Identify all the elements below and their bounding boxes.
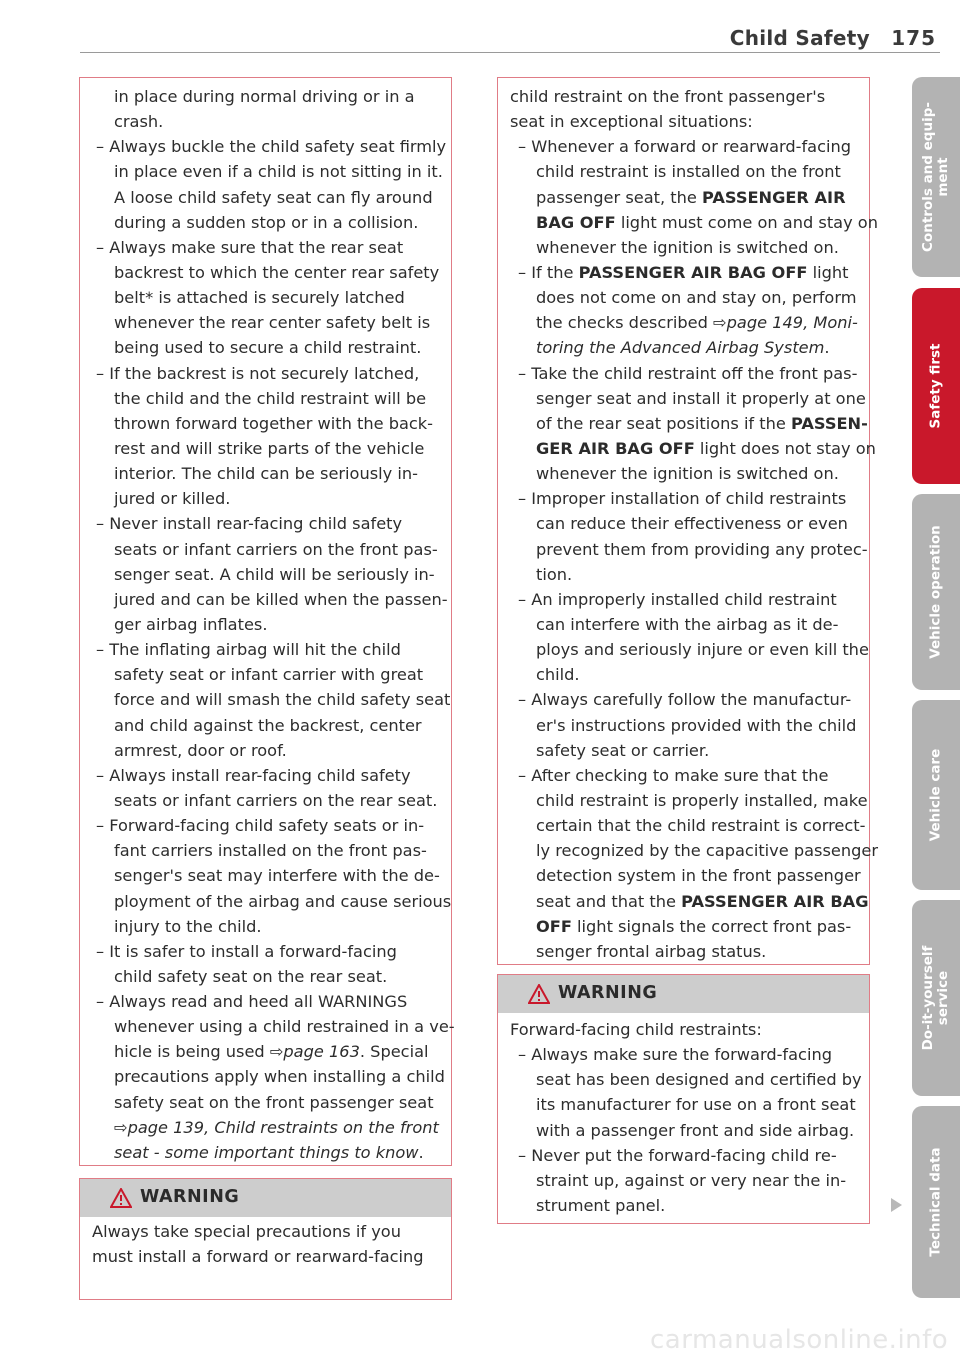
text-line: does not come on and stay on, perform	[536, 288, 857, 308]
continue-arrow-icon	[891, 1198, 902, 1212]
text-line: senger seat. A child will be seriously in-	[114, 564, 435, 584]
text-line: – Always buckle the child safety seat firmly	[96, 137, 447, 157]
text-line: – Never put the forward-facing child re-	[518, 1145, 837, 1165]
text-line: child restraint on the front passenger's	[510, 87, 826, 106]
text-line: Forward-facing child restraints:	[510, 1020, 762, 1039]
text-line: child restraint is properly installed, make	[536, 790, 868, 810]
tab-label: Technical data	[927, 1147, 944, 1257]
text-line: ploys and seriously injure or even kill the	[536, 640, 869, 660]
text-line: the checks described ⇨page 149, Moni-	[536, 313, 858, 333]
text-line: jured and can be killed when the passen-	[114, 589, 448, 609]
text-line: injury to the child.	[114, 916, 262, 936]
tab-label: Controls and equip- ment	[920, 102, 951, 252]
text-line: must install a forward or rearward-facing	[92, 1247, 424, 1267]
tab-label: Safety first	[927, 343, 944, 429]
text-line: seat in exceptional situations:	[510, 112, 753, 132]
text-line: seat and that the PASSENGER AIR BAG	[536, 891, 869, 911]
text-line: safety seat on the front passenger seat	[114, 1092, 434, 1112]
text-line: backrest to which the center rear safety	[114, 262, 440, 282]
text-line: fant carriers installed on the front pas-	[114, 841, 427, 861]
text-line: belt* is attached is securely latched	[114, 288, 405, 308]
text-line: child safety seat on the rear seat.	[114, 966, 388, 986]
text-line: – Whenever a forward or rearward-facing	[518, 137, 852, 157]
warning-header	[498, 975, 869, 1013]
text-line: being used to secure a child restraint.	[114, 338, 422, 358]
text-line: Always take special precautions if you	[92, 1222, 401, 1241]
text-line: certain that the child restraint is correct-	[536, 816, 866, 836]
text-line: – Always read and heed all WARNINGS	[96, 992, 408, 1012]
tab-label: Vehicle operation	[927, 525, 944, 659]
section-title: Child Safety	[729, 26, 870, 50]
page-header	[80, 22, 940, 53]
text-line: its manufacturer for use on a front seat	[536, 1095, 856, 1115]
text-line: strument panel.	[536, 1195, 666, 1215]
text-line: whenever the ignition is switched on.	[536, 237, 839, 257]
text-line: straint up, against or very near the in-	[536, 1170, 847, 1190]
text-line: senger frontal airbag status.	[536, 941, 767, 961]
text-line: during a sudden stop or in a collision.	[114, 212, 419, 232]
text-line: hicle is being used ⇨page 163. Special	[114, 1042, 429, 1062]
text-line: – If the PASSENGER AIR BAG OFF light	[518, 262, 849, 282]
warning-right-text	[510, 1017, 865, 1218]
text-line: crash.	[114, 112, 164, 132]
text-line: er's instructions provided with the child	[536, 715, 857, 735]
text-line: senger seat and install it properly at one	[536, 388, 866, 408]
tab-label: Vehicle care	[927, 748, 944, 842]
text-line: child restraint is installed on the front	[536, 162, 841, 182]
text-line: – An improperly installed child restraint	[518, 589, 837, 609]
text-line: – Always install rear-facing child safety	[96, 765, 411, 785]
text-line: child.	[536, 665, 580, 685]
text-line: – Always carefully follow the manufactur-	[518, 690, 852, 710]
tab-controls[interactable]	[912, 77, 960, 277]
tab-label: Do-it-yourself service	[920, 945, 951, 1051]
text-line: – Always make sure the forward-facing	[518, 1045, 832, 1065]
text-line: A loose child safety seat can fly around	[114, 187, 433, 207]
text-line: thrown forward together with the back-	[114, 413, 434, 433]
text-line: – Take the child restraint off the front pas-	[518, 363, 858, 383]
warning-title: WARNING	[140, 1187, 240, 1207]
text-line: – Always make sure that the rear seat	[96, 237, 404, 257]
text-line: tion.	[536, 564, 573, 584]
text-line: ly recognized by the capacitive passenger	[536, 841, 879, 861]
watermark: carmanualsonline.info	[650, 1325, 949, 1355]
tab-technical-data[interactable]	[912, 1106, 960, 1298]
text-line: of the rear seat positions if the PASSEN-	[536, 413, 868, 433]
warning-left-text	[92, 1219, 447, 1269]
text-line: ger airbag inflates.	[114, 614, 268, 634]
text-line: – Forward-facing child safety seats or in-	[96, 816, 425, 836]
text-line: – Never install rear-facing child safety	[96, 514, 403, 534]
text-line: safety seat or carrier.	[536, 740, 710, 760]
text-line: safety seat or infant carrier with great	[114, 665, 424, 685]
text-line: – It is safer to install a forward-facing	[96, 941, 397, 961]
text-line: ployment of the airbag and cause serious	[114, 891, 452, 911]
tab-safety-first[interactable]	[912, 288, 960, 484]
text-line: – Improper installation of child restraints	[518, 489, 847, 509]
text-line: whenever using a child restrained in a ve-	[114, 1017, 455, 1037]
text-line: seat has been designed and certified by	[536, 1070, 862, 1090]
text-line: in place during normal driving or in a	[114, 87, 415, 106]
text-line: passenger seat, the PASSENGER AIR	[536, 187, 846, 207]
text-line: GER AIR BAG OFF light does not stay on	[536, 438, 876, 458]
text-line: and child against the backrest, center	[114, 715, 422, 735]
left-column-text	[88, 84, 455, 1165]
text-line: rest and will strike parts of the vehicle	[114, 438, 425, 458]
text-line: whenever the rear center safety belt is	[114, 313, 431, 333]
text-line: OFF light signals the correct front pas-	[536, 916, 852, 936]
text-line: toring the Advanced Airbag System.	[536, 338, 830, 358]
text-line: BAG OFF light must come on and stay on	[536, 212, 878, 232]
text-line: – After checking to make sure that the	[518, 765, 829, 785]
text-line: can interfere with the airbag as it de-	[536, 614, 839, 634]
text-line: ⇨page 139, Child restraints on the front	[114, 1117, 439, 1137]
text-line: the child and the child restraint will be	[114, 388, 427, 408]
text-line: seats or infant carriers on the front pas-	[114, 539, 438, 559]
warning-triangle-icon	[110, 1188, 132, 1208]
text-line: – If the backrest is not securely latched,	[96, 363, 420, 383]
text-line: precautions apply when installing a child	[114, 1067, 445, 1087]
text-line: – The inflating airbag will hit the child	[96, 640, 401, 660]
warning-header	[80, 1179, 451, 1217]
text-line: force and will smash the child safety seat	[114, 690, 451, 710]
tab-vehicle-operation[interactable]	[912, 494, 960, 690]
text-line: seats or infant carriers on the rear seat.	[114, 790, 438, 810]
text-line: interior. The child can be seriously in-	[114, 464, 418, 484]
text-line: senger's seat may interfere with the de-	[114, 866, 440, 886]
warning-title: WARNING	[558, 983, 658, 1003]
page-number: 175	[891, 26, 936, 50]
text-line: in place even if a child is not sitting in it.	[114, 162, 443, 182]
text-line: detection system in the front passenger	[536, 866, 861, 886]
text-line: with a passenger front and side airbag.	[536, 1120, 855, 1140]
text-line: armrest, door or roof.	[114, 740, 287, 760]
text-line: prevent them from providing any protec-	[536, 539, 868, 559]
text-line: whenever the ignition is switched on.	[536, 464, 839, 484]
warning-triangle-icon	[528, 984, 550, 1004]
right-column-text	[510, 84, 879, 964]
text-line: can reduce their effectiveness or even	[536, 514, 848, 534]
text-line: seat - some important things to know.	[114, 1142, 424, 1162]
tab-vehicle-care[interactable]	[912, 700, 960, 890]
tab-do-it-yourself[interactable]	[912, 900, 960, 1096]
text-line: jured or killed.	[114, 489, 231, 509]
